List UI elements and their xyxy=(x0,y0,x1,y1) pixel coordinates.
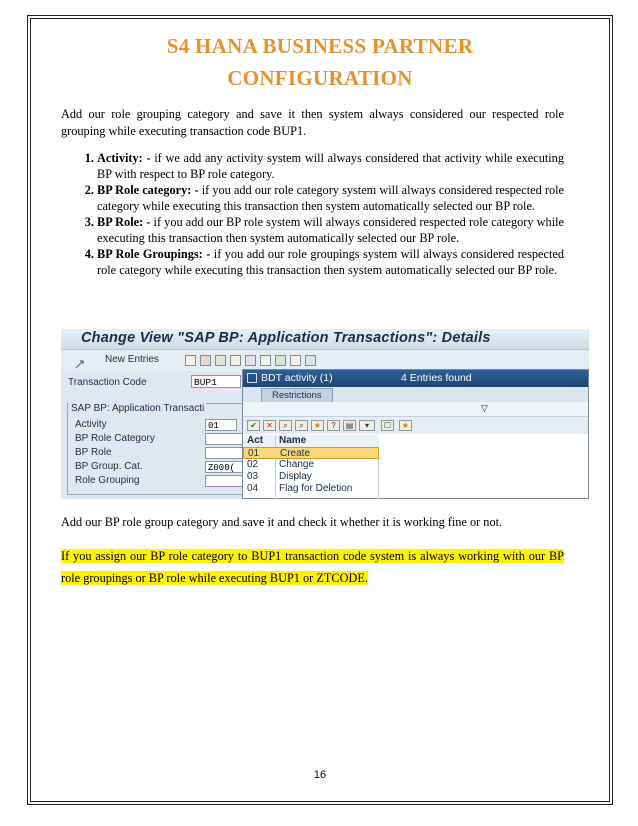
table-row[interactable] xyxy=(243,459,379,471)
popup-title: BDT activity (1) xyxy=(261,372,333,384)
layout-icon[interactable]: ☐ xyxy=(381,420,394,431)
window-icon xyxy=(247,373,257,383)
cell-name: Create xyxy=(280,448,311,459)
copy-icon[interactable] xyxy=(185,355,196,366)
column-act[interactable]: Act xyxy=(247,435,264,446)
section-title: SAP BP: Application Transacti xyxy=(71,403,205,414)
cell-code: 01 xyxy=(248,448,260,459)
role-grouping-label: Role Grouping xyxy=(75,475,140,486)
page-title-line1: S4 HANA BUSINESS PARTNER xyxy=(166,34,474,58)
intro-paragraph: Add our role grouping category and save it then system always considered our respected role grouping while executing transaction code BUP1. xyxy=(61,107,564,138)
activity-label: Activity xyxy=(75,419,107,430)
popup-toolbar xyxy=(243,417,588,434)
deselect-all-icon[interactable] xyxy=(260,355,271,366)
item-text: if you add our role category system will always considered respected role category while executing this transaction then system automatically selected our BP role. xyxy=(97,183,564,213)
column-name[interactable]: Name xyxy=(279,435,307,446)
find-icon[interactable]: ⌕ xyxy=(279,420,292,431)
table-row[interactable] xyxy=(243,471,379,483)
bp-group-cat-field[interactable]: Z000( xyxy=(205,461,265,473)
bp-role-category-label: BP Role Category xyxy=(75,433,155,444)
sap-screenshot xyxy=(61,329,589,499)
cell-code: 04 xyxy=(247,483,259,494)
after-screenshot-paragraph: Add our BP role group category and save it and check it whether it is working fine or not. xyxy=(61,515,503,529)
transaction-code-field[interactable]: BUP1 xyxy=(191,375,241,388)
personal-list-icon[interactable]: ★ xyxy=(399,420,412,431)
list-item xyxy=(97,182,564,214)
toggle-edit-icon[interactable] xyxy=(75,356,84,365)
print-icon[interactable] xyxy=(275,355,286,366)
cell-name: Display xyxy=(279,471,312,482)
sap-window-title: Change View "SAP BP: Application Transactions": Details xyxy=(81,330,491,346)
restrictions-toggle[interactable] xyxy=(243,402,588,417)
transaction-code-label: Transaction Code xyxy=(68,377,147,388)
triangle-down-icon[interactable]: ▽ xyxy=(481,403,488,413)
print-icon[interactable]: ▤ xyxy=(343,420,356,431)
tab-restrictions[interactable]: Restrictions xyxy=(261,388,333,402)
item-text: if you add our BP role system will always considered respected role category while executing this transaction then system automatically selected our BP role. xyxy=(97,215,564,245)
item-term: BP Role: - xyxy=(97,215,151,229)
popup-entries-count: 4 Entries found xyxy=(401,372,472,384)
cell-name: Flag for Deletion xyxy=(279,483,353,494)
export-dropdown-icon[interactable]: ▾ xyxy=(359,420,375,431)
check-icon[interactable]: ✔ xyxy=(247,420,260,431)
item-text: if you add our role groupings system will always considered respected role category while executing this transaction then system automatically selected our BP role. xyxy=(97,247,564,277)
help-icon[interactable]: ? xyxy=(327,420,340,431)
sap-window-titlebar xyxy=(61,329,589,350)
activity-field[interactable]: 01 xyxy=(205,419,237,431)
undo-icon[interactable] xyxy=(215,355,226,366)
cell-name: Change xyxy=(279,459,315,470)
highlight-paragraph xyxy=(61,545,564,589)
popup-tabs xyxy=(243,387,588,402)
bp-group-cat-label: BP Group. Cat. xyxy=(75,461,143,472)
select-block-icon[interactable] xyxy=(245,355,256,366)
highlighted-text: If you assign our BP role category to BUP1 transaction code system is always working with our BP role groupings or BP role while executing BUP1 or ZTCODE. xyxy=(61,549,564,585)
item-term: BP Role Groupings: - xyxy=(97,247,211,261)
list-item xyxy=(97,246,564,278)
table-row[interactable] xyxy=(243,447,379,459)
page-number: 16 xyxy=(313,769,327,781)
item-term: Activity: - xyxy=(97,151,151,165)
cell-code: 03 xyxy=(247,471,259,482)
cell-code: 02 xyxy=(247,459,259,470)
list-item xyxy=(97,214,564,246)
sap-toolbar xyxy=(61,351,589,371)
popup-header xyxy=(243,370,588,387)
find-next-icon[interactable]: ⌕ xyxy=(295,420,308,431)
list-item xyxy=(97,150,564,182)
select-all-icon[interactable] xyxy=(230,355,241,366)
definition-list xyxy=(61,150,564,278)
delete-icon[interactable] xyxy=(200,355,211,366)
cancel-icon[interactable]: ✕ xyxy=(263,420,276,431)
info-icon[interactable] xyxy=(305,355,316,366)
item-term: BP Role category: - xyxy=(97,183,199,197)
page-title-line2: CONFIGURATION xyxy=(227,66,413,90)
item-text: if we add any activity system will always considered that activity while executing BP with respect to BP role category. xyxy=(97,151,564,181)
table-row[interactable] xyxy=(243,483,379,495)
bp-role-label: BP Role xyxy=(75,447,112,458)
new-entries-button[interactable]: New Entries xyxy=(105,354,159,365)
export-icon[interactable] xyxy=(290,355,301,366)
list-header xyxy=(243,435,379,447)
favorite-icon[interactable]: ★ xyxy=(311,420,324,431)
bdt-activity-popup xyxy=(242,369,589,499)
